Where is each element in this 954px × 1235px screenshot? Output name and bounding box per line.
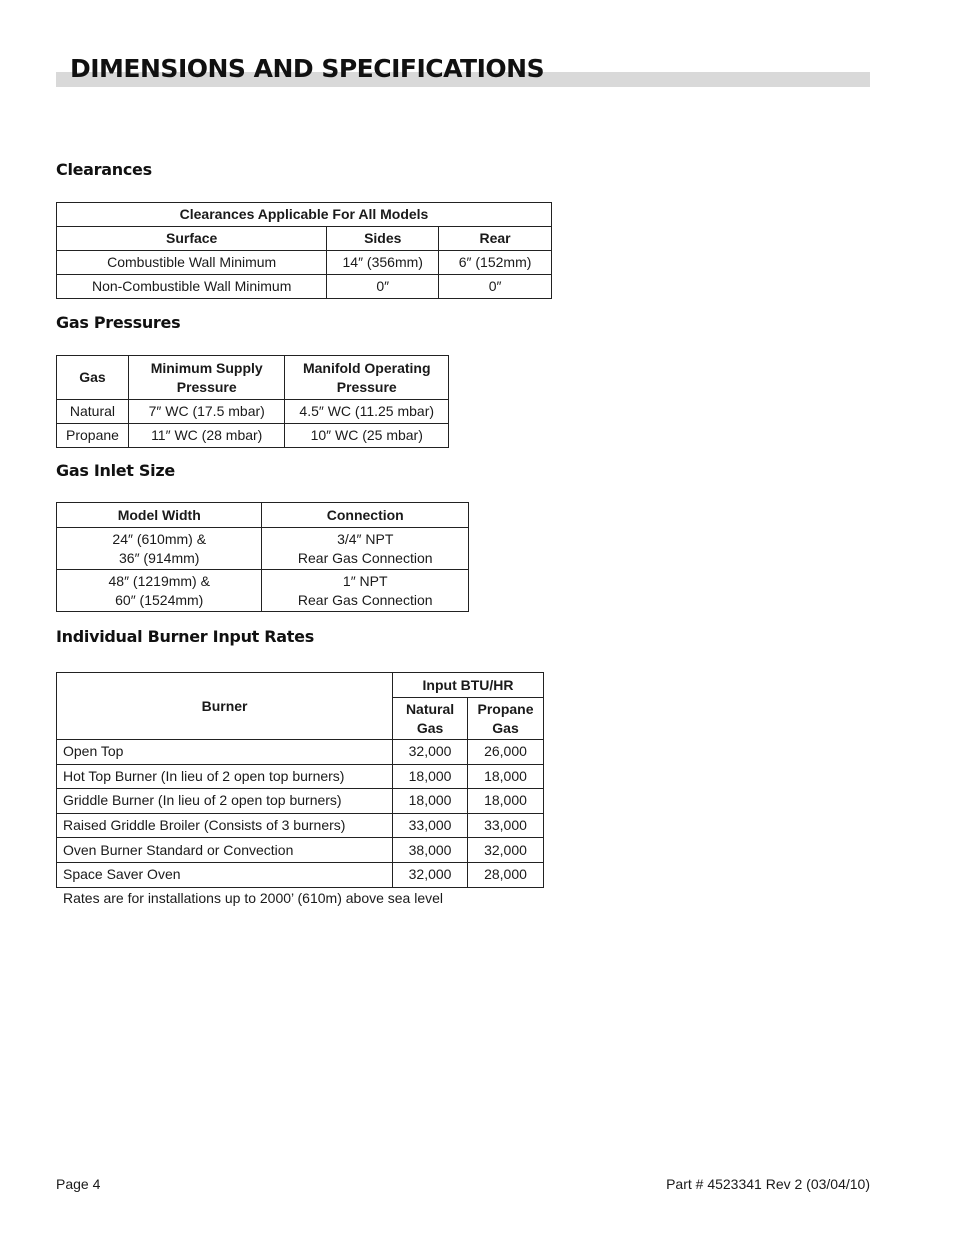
table-cell: 0″ (327, 275, 439, 299)
table-cell: 33,000 (468, 813, 544, 838)
gas-pressures-heading: Gas Pressures (56, 313, 181, 332)
clearances-table (56, 202, 552, 299)
table-cell: 14″ (356mm) (327, 251, 439, 275)
table-cell: 26,000 (468, 740, 544, 765)
gas-pressures-header-row (57, 356, 449, 400)
burner-rates-heading: Individual Burner Input Rates (56, 627, 314, 646)
table-cell: Propane (57, 424, 129, 448)
column-header (393, 698, 468, 740)
table-row (57, 275, 552, 299)
header-line: Gas (416, 719, 444, 736)
table-row (57, 424, 449, 448)
table-cell: Oven Burner Standard or Convection (57, 838, 393, 863)
table-row (57, 740, 544, 765)
table-cell: Raised Griddle Broiler (Consists of 3 burners) (57, 813, 393, 838)
table-cell (57, 570, 262, 612)
table-row (57, 838, 544, 863)
table-cell: 33,000 (393, 813, 468, 838)
table-row (57, 764, 544, 789)
table-cell: 18,000 (393, 764, 468, 789)
burner-rates-table (56, 672, 544, 888)
column-header: Connection (262, 503, 469, 528)
cell-line: 36″ (914mm) (119, 549, 200, 566)
table-cell: Natural (57, 400, 129, 424)
gas-pressures-table (56, 355, 449, 448)
cell-line: 60″ (1524mm) (115, 591, 204, 608)
table-cell (57, 528, 262, 570)
column-header: Manifold Operating Pressure (285, 356, 449, 400)
cell-line: Rear Gas Connection (297, 549, 433, 566)
table-cell: 10″ WC (25 mbar) (285, 424, 449, 448)
page-title: DIMENSIONS AND SPECIFICATIONS (70, 54, 545, 83)
column-header: Sides (327, 227, 439, 251)
column-header: Burner (57, 673, 393, 740)
table-cell: Space Saver Oven (57, 862, 393, 887)
clearances-header-row (57, 227, 552, 251)
table-row (57, 528, 469, 570)
table-row (57, 813, 544, 838)
table-cell (262, 570, 469, 612)
table-cell: 4.5″ WC (11.25 mbar) (285, 400, 449, 424)
table-cell: Combustible Wall Minimum (57, 251, 327, 275)
table-cell: 32,000 (393, 862, 468, 887)
clearances-caption: Clearances Applicable For All Models (57, 203, 552, 227)
header-line: Natural (405, 700, 455, 717)
table-cell: 0″ (439, 275, 552, 299)
column-header: Minimum Supply Pressure (128, 356, 285, 400)
column-header: Rear (439, 227, 552, 251)
header-line: Propane (477, 700, 534, 717)
table-row (57, 789, 544, 814)
burner-header-row (57, 673, 544, 698)
part-number: Part # 4523341 Rev 2 (03/04/10) (666, 1176, 870, 1192)
table-cell: 18,000 (468, 789, 544, 814)
table-row (57, 251, 552, 275)
column-header: Model Width (57, 503, 262, 528)
table-cell: Non-Combustible Wall Minimum (57, 275, 327, 299)
table-cell: Open Top (57, 740, 393, 765)
column-header (468, 698, 544, 740)
cell-line: 24″ (610mm) & (112, 530, 207, 547)
table-row (57, 400, 449, 424)
column-header: Surface (57, 227, 327, 251)
table-cell: 38,000 (393, 838, 468, 863)
gas-inlet-table (56, 502, 469, 612)
table-cell: 6″ (152mm) (439, 251, 552, 275)
cell-line: 1″ NPT (342, 572, 388, 589)
gas-inlet-heading: Gas Inlet Size (56, 461, 175, 480)
table-cell: 7″ WC (17.5 mbar) (128, 400, 285, 424)
table-row (57, 862, 544, 887)
cell-line: 3/4″ NPT (337, 530, 394, 547)
page-number: Page 4 (56, 1176, 101, 1192)
burner-rates-note: Rates are for installations up to 2000’ (610m) above sea level (63, 890, 444, 906)
table-cell (262, 528, 469, 570)
column-header: Gas (57, 356, 129, 400)
table-cell: 32,000 (468, 838, 544, 863)
clearances-caption-row (57, 203, 552, 227)
table-cell: 32,000 (393, 740, 468, 765)
clearances-heading: Clearances (56, 160, 152, 179)
cell-line: 48″ (1219mm) & (108, 572, 210, 589)
table-cell: 18,000 (393, 789, 468, 814)
header-line: Gas (492, 719, 519, 736)
table-cell: 28,000 (468, 862, 544, 887)
table-cell: Griddle Burner (In lieu of 2 open top burners) (57, 789, 393, 814)
table-cell: 11″ WC (28 mbar) (128, 424, 285, 448)
table-row (57, 570, 469, 612)
column-group-header: Input BTU/HR (393, 673, 544, 698)
table-cell: 18,000 (468, 764, 544, 789)
cell-line: Rear Gas Connection (297, 591, 433, 608)
gas-inlet-header-row (57, 503, 469, 528)
table-cell: Hot Top Burner (In lieu of 2 open top burners) (57, 764, 393, 789)
